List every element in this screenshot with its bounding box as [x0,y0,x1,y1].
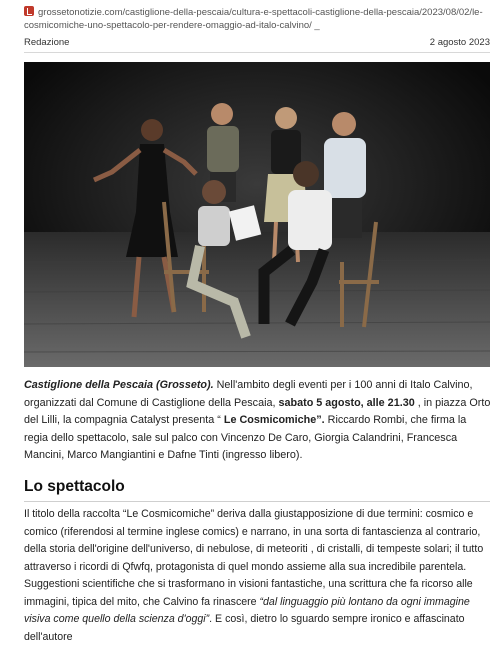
article-meta [24,37,490,48]
lead-text-2: , in piazza Orto del Lilli, la compagnia Catalyst presenta “ [24,396,491,426]
section-heading: Lo spettacolo [24,478,490,502]
article-photo [24,62,490,367]
section-body [24,506,494,646]
url-line-2[interactable]: cosmicomiche-uno-spettacolo-per-rendere-omaggio-ad-italo-calvino/ _ [24,20,320,31]
url-line-1[interactable]: grossetonotizie.com/castiglione-della-pescaia/cultura-e-spettacoli-castiglione-della-pescaia/2023/08/02/le- [38,7,483,18]
divider [24,52,490,53]
stage-photo-illustration [24,62,490,367]
body-text-1: Il titolo della raccolta “Le Cosmicomiche” deriva dalla giustapposizione di due termini: cosmico e comico (riferendosi al termine inglese comics) e narrano, in una sorta di fantascienza al contrario, della storia dell'origine dell'universo, di nebulose, di meteoriti , di cristalli, di tempeste solari; il tutto attraverso i ricordi di Qfwfq, protagonista di quel mondo assieme alla sua incredibile parentela. Suggestioni scientifiche che si trasformano in visioni fantastiche, una scrittura che fa ricorso alle immagini, tipica del mito, che Calvino fa rinascere [24,508,484,608]
show-title: Le Cosmicomiche”. [223,414,325,426]
dateline: Castiglione della Pescaia (Grosseto). [24,379,214,391]
publish-date: 2 agosto 2023 [429,37,490,48]
event-date: sabato 5 agosto, alle 21.30 [278,396,415,409]
article-lead [24,377,492,465]
author: Redazione [24,37,70,48]
calvino-quote: “dal linguaggio più lontano da ogni immagine visiva come quello della scienza d'oggi” [24,595,470,625]
lead-text-1: Nell'ambito degli eventi per i 100 anni di Italo Calvino, organizzati dal Comune di Castiglione della Pescaia, [24,379,473,409]
site-favicon-icon [24,6,34,16]
lead-text-3: Riccardo Rombi, che firma la regia dello spettacolo, sale sul palco con Vincenzo De Caro, Giorgia Calandrini, Francesca Mancini, Marco Mangiantini e Dafne Tinti (ingresso libero). [24,414,467,461]
url-header[interactable] [24,6,490,32]
body-text-2: . E così, dietro lo sguardo sempre ironico e affascinato dell'autore [24,613,465,643]
